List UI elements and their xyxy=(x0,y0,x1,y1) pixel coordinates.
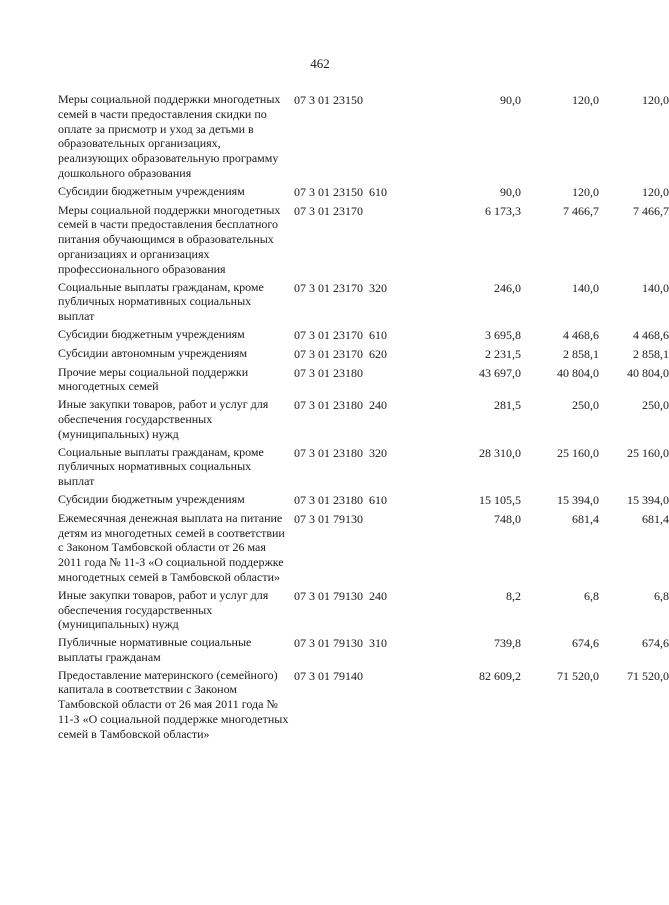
row-value-1: 8,2 xyxy=(506,588,521,603)
table-row xyxy=(58,667,669,742)
row-value-1: 3 695,8 xyxy=(485,327,521,342)
row-name: Субсидии автономным учреждениям xyxy=(58,345,248,360)
row-value-1: 15 105,5 xyxy=(479,492,521,507)
row-code: 07 3 01 79130 240 xyxy=(294,588,387,603)
table-row xyxy=(58,183,669,200)
row-value-1: 28 310,0 xyxy=(479,445,521,460)
row-value-2: 6,8 xyxy=(584,588,599,603)
row-code: 07 3 01 79130 xyxy=(294,511,363,526)
row-value-3: 4 468,6 xyxy=(633,327,669,342)
row-value-2: 25 160,0 xyxy=(557,445,599,460)
table-row xyxy=(58,202,669,277)
row-code: 07 3 01 79140 xyxy=(294,668,363,683)
row-value-2: 120,0 xyxy=(572,184,599,199)
row-name: Иные закупки товаров, работ и услуг для обеспечения государственных (муниципальных) нужд xyxy=(58,587,269,632)
row-code: 07 3 01 23180 320 xyxy=(294,445,387,460)
row-value-1: 748,0 xyxy=(494,511,521,526)
row-name: Субсидии бюджетным учреждениям xyxy=(58,326,245,341)
table-row xyxy=(58,364,669,395)
table-row xyxy=(58,397,669,441)
row-value-2: 4 468,6 xyxy=(563,327,599,342)
row-value-1: 281,5 xyxy=(494,398,521,413)
row-value-2: 71 520,0 xyxy=(557,668,599,683)
row-value-3: 250,0 xyxy=(642,398,669,413)
row-value-2: 7 466,7 xyxy=(563,203,599,218)
row-value-3: 2 858,1 xyxy=(633,346,669,361)
table-row xyxy=(58,587,669,632)
row-value-1: 82 609,2 xyxy=(479,668,521,683)
row-code: 07 3 01 23150 610 xyxy=(294,184,387,199)
table-row xyxy=(58,326,669,343)
table-row xyxy=(58,345,669,362)
row-value-3: 40 804,0 xyxy=(627,365,669,380)
row-value-2: 140,0 xyxy=(572,280,599,295)
budget-table xyxy=(58,92,669,745)
table-row xyxy=(58,279,669,324)
row-name: Прочие меры социальной поддержки многодетных семей xyxy=(58,364,249,394)
table-row xyxy=(58,444,669,489)
row-value-3: 120,0 xyxy=(642,93,669,107)
row-value-3: 15 394,0 xyxy=(627,492,669,507)
row-value-1: 739,8 xyxy=(494,636,521,651)
row-name: Меры социальной поддержки многодетных семей в части предоставления бесплатного питания обучающимся в образовательных организациях и организациях профессионального образования xyxy=(58,202,281,276)
row-name: Ежемесячная денежная выплата на питание детям из многодетных семей в соответствии с Законом Тамбовской области от 26 мая 2011 года № 11-З «О социальной поддержке многодетных семей в Тамбовской области» xyxy=(58,510,285,584)
row-code: 07 3 01 23170 620 xyxy=(294,346,387,361)
row-code: 07 3 01 23170 610 xyxy=(294,327,387,342)
row-value-2: 120,0 xyxy=(572,93,599,107)
row-name: Субсидии бюджетным учреждениям xyxy=(58,183,245,198)
table-row xyxy=(58,92,669,181)
row-name: Социальные выплаты гражданам, кроме публичных нормативных социальных выплат xyxy=(58,279,264,324)
row-value-1: 90,0 xyxy=(500,184,521,199)
row-code: 07 3 01 79130 310 xyxy=(294,636,387,651)
row-value-1: 90,0 xyxy=(500,93,521,107)
row-code: 07 3 01 23180 xyxy=(294,365,363,380)
row-code: 07 3 01 23170 xyxy=(294,203,363,218)
row-value-3: 120,0 xyxy=(642,184,669,199)
table-row xyxy=(58,491,669,508)
row-code: 07 3 01 23150 xyxy=(294,93,363,107)
row-value-3: 140,0 xyxy=(642,280,669,295)
row-value-2: 674,6 xyxy=(572,636,599,651)
row-value-2: 15 394,0 xyxy=(557,492,599,507)
row-value-1: 43 697,0 xyxy=(479,365,521,380)
row-value-3: 71 520,0 xyxy=(627,668,669,683)
row-name: Меры социальной поддержки многодетных семей в части предоставления скидки по оплате за присмотр и уход за детьми в образовательных организациях, реализующих образовательную программу дошкольного образования xyxy=(58,92,281,180)
row-value-2: 250,0 xyxy=(572,398,599,413)
row-value-1: 246,0 xyxy=(494,280,521,295)
table-row xyxy=(58,510,669,585)
row-value-3: 681,4 xyxy=(642,511,669,526)
row-value-2: 2 858,1 xyxy=(563,346,599,361)
row-name: Субсидии бюджетным учреждениям xyxy=(58,491,245,506)
row-name: Предоставление материнского (семейного) капитала в соответствии с Законом Тамбовской области от 26 мая 2011 года № 11-З «О социальной поддержке многодетных семей в Тамбовской области» xyxy=(58,667,289,741)
row-value-2: 40 804,0 xyxy=(557,365,599,380)
row-code: 07 3 01 23170 320 xyxy=(294,280,387,295)
row-code: 07 3 01 23180 610 xyxy=(294,492,387,507)
page-number: 462 xyxy=(310,56,330,71)
row-name: Публичные нормативные социальные выплаты гражданам xyxy=(58,635,252,664)
row-value-3: 674,6 xyxy=(642,636,669,651)
row-value-3: 6,8 xyxy=(654,588,669,603)
row-name: Социальные выплаты гражданам, кроме публичных нормативных социальных выплат xyxy=(58,444,264,489)
row-code: 07 3 01 23180 240 xyxy=(294,398,387,413)
table-row xyxy=(58,635,669,665)
row-value-2: 681,4 xyxy=(572,511,599,526)
row-value-1: 2 231,5 xyxy=(485,346,521,361)
row-value-3: 7 466,7 xyxy=(633,203,669,218)
row-value-1: 6 173,3 xyxy=(485,203,521,218)
row-value-3: 25 160,0 xyxy=(627,445,669,460)
row-name: Иные закупки товаров, работ и услуг для обеспечения государственных (муниципальных) нужд xyxy=(58,397,269,441)
